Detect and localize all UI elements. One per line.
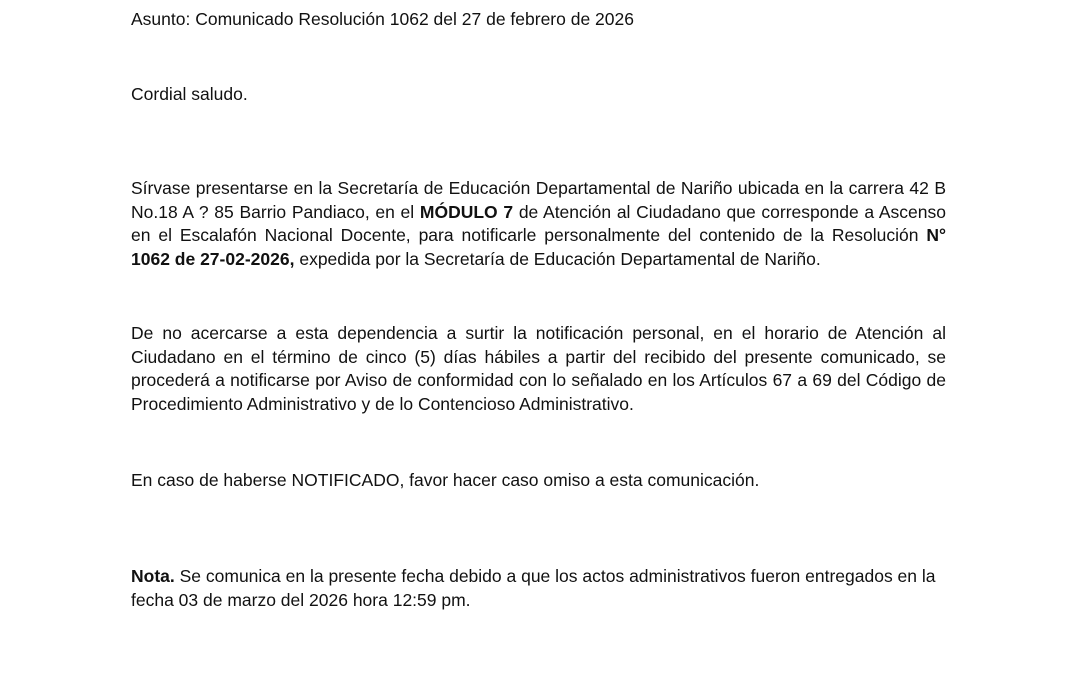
subject-line: Asunto: Comunicado Resolución 1062 del 27 de febrero de 2026 [131, 9, 634, 29]
greeting: Cordial saludo. [131, 84, 248, 104]
summons-text-3: expedida por la Secretaría de Educación Departamental de Nariño. [294, 248, 821, 269]
note [131, 565, 946, 612]
resolution-number: N° 1062 de 27-02-2026, [131, 225, 946, 269]
note-label: Nota. [131, 566, 175, 586]
paragraph-omit: En caso de haberse NOTIFICADO, favor hacer caso omiso a esta comunicación. [131, 470, 760, 490]
paragraph-summons [131, 177, 946, 271]
paragraph-notice: De no acercarse a esta dependencia a surtir la notificación personal, en el horario de Atención al Ciudadano en el término de cinco (5) días hábiles a partir del recibido del presente comunicado, se procederá a notificarse por Aviso de conformidad con lo señalado en los Artículos 67 a 69 del Código de Procedimiento Administrativo y de lo Contencioso Administrativo. [131, 323, 946, 414]
module-label: MÓDULO 7 [419, 201, 514, 222]
summons-text-2: de Atención al Ciudadano que corresponde a Ascenso en el Escalafón Nacional Docente, para notificarle personalmente del contenido de la Resolución [131, 201, 946, 246]
summons-text-1: Sírvase presentarse en la Secretaría de Educación Departamental de Nariño ubicada en la carrera 42 B No.18 A ? 85 Barrio Pandiaco, en el [131, 178, 946, 222]
note-text: Se comunica en la presente fecha debido a que los actos administrativos fueron entregados en la fecha 03 de marzo del 2026 hora 12:59 pm. [131, 566, 936, 610]
